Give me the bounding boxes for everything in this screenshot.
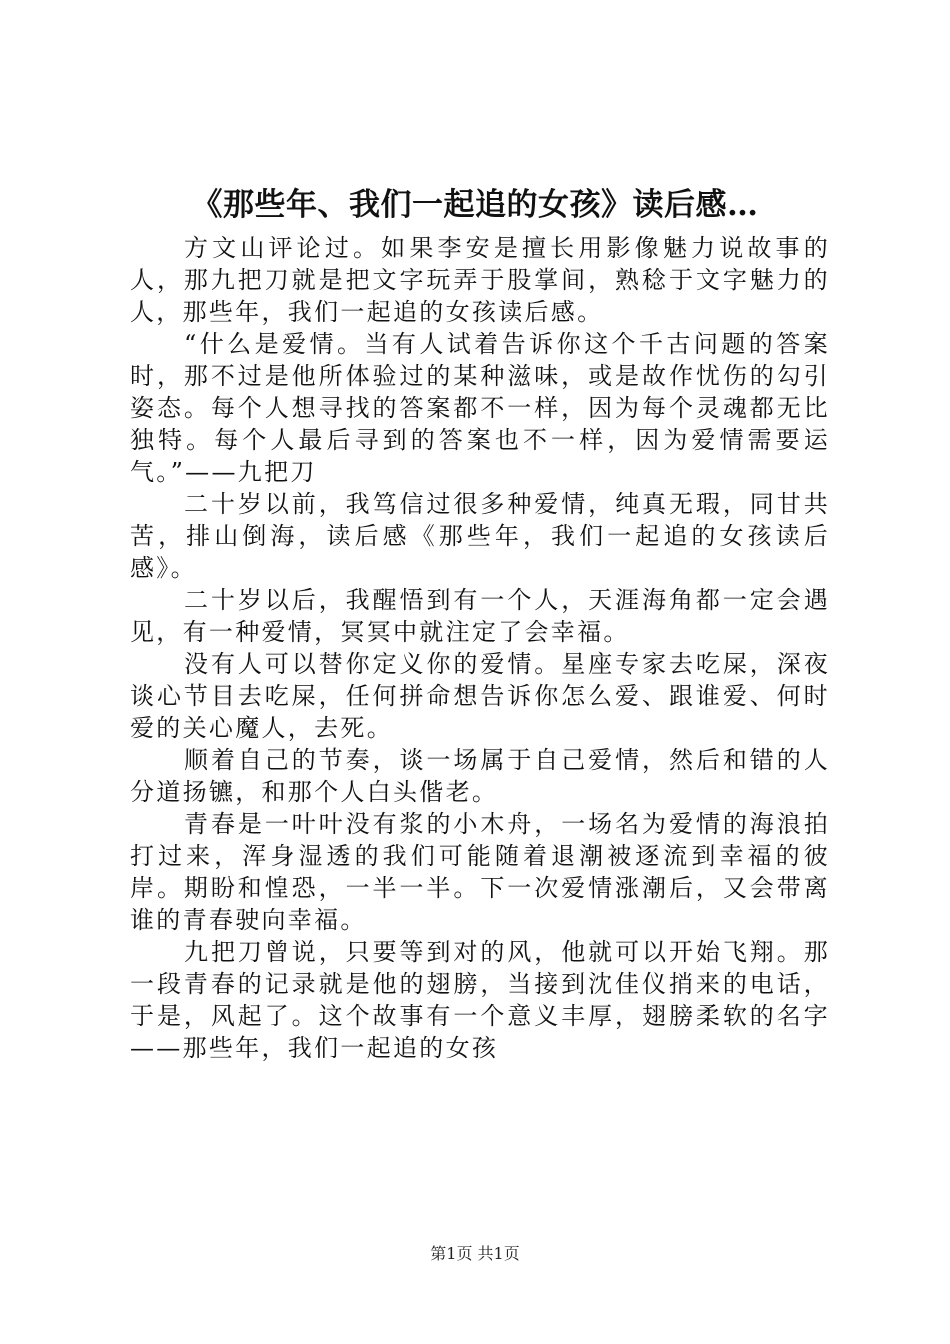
page-number-footer: 第1页 共1页: [430, 1244, 520, 1263]
paragraph: 方文山评论过。如果李安是擅长用影像魅力说故事的人，那九把刀就是把文字玩弄于股掌间，熟稔于文字魅力的人，那些年，我们一起追的女孩读后感。: [130, 234, 830, 326]
paragraph: 二十岁以前，我笃信过很多种爱情，纯真无瑕，同甘共苦，排山倒海，读后感《那些年，我们一起追的女孩读后感》。: [130, 490, 830, 582]
document-body: [130, 232, 830, 1064]
document-title: 《那些年、我们一起追的女孩》读后感…: [191, 187, 759, 223]
paragraph: 没有人可以替你定义你的爱情。星座专家去吃屎，深夜谈心节目去吃屎，任何拼命想告诉你怎么爱、跟谁爱、何时爱的关心魔人，去死。: [130, 650, 830, 742]
paragraph: 二十岁以后，我醒悟到有一个人，天涯海角都一定会遇见，有一种爱情，冥冥中就注定了会幸福。: [130, 586, 830, 646]
paragraph: 顺着自己的节奏，谈一场属于自己爱情，然后和错的人分道扬镳，和那个人白头偕老。: [130, 746, 830, 806]
paragraph: “什么是爱情。当有人试着告诉你这个千古问题的答案时，那不过是他所体验过的某种滋味，或是故作忧伤的勾引姿态。每个人想寻找的答案都不一样，因为每个灵魂都无比独特。每个人最后寻到的答案也不一样，因为爱情需要运气。”——九把刀: [130, 330, 830, 486]
paragraph: 青春是一叶叶没有浆的小木舟，一场名为爱情的海浪拍打过来，浑身湿透的我们可能随着退潮被逐流到幸福的彼岸。期盼和惶恐，一半一半。下一次爱情涨潮后，又会带离谁的青春驶向幸福。: [130, 810, 830, 934]
paragraph: 九把刀曾说，只要等到对的风，他就可以开始飞翔。那一段青春的记录就是他的翅膀，当接到沈佳仪捎来的电话，于是，风起了。这个故事有一个意义丰厚，翅膀柔软的名字——那些年，我们一起追的女孩: [130, 938, 830, 1062]
